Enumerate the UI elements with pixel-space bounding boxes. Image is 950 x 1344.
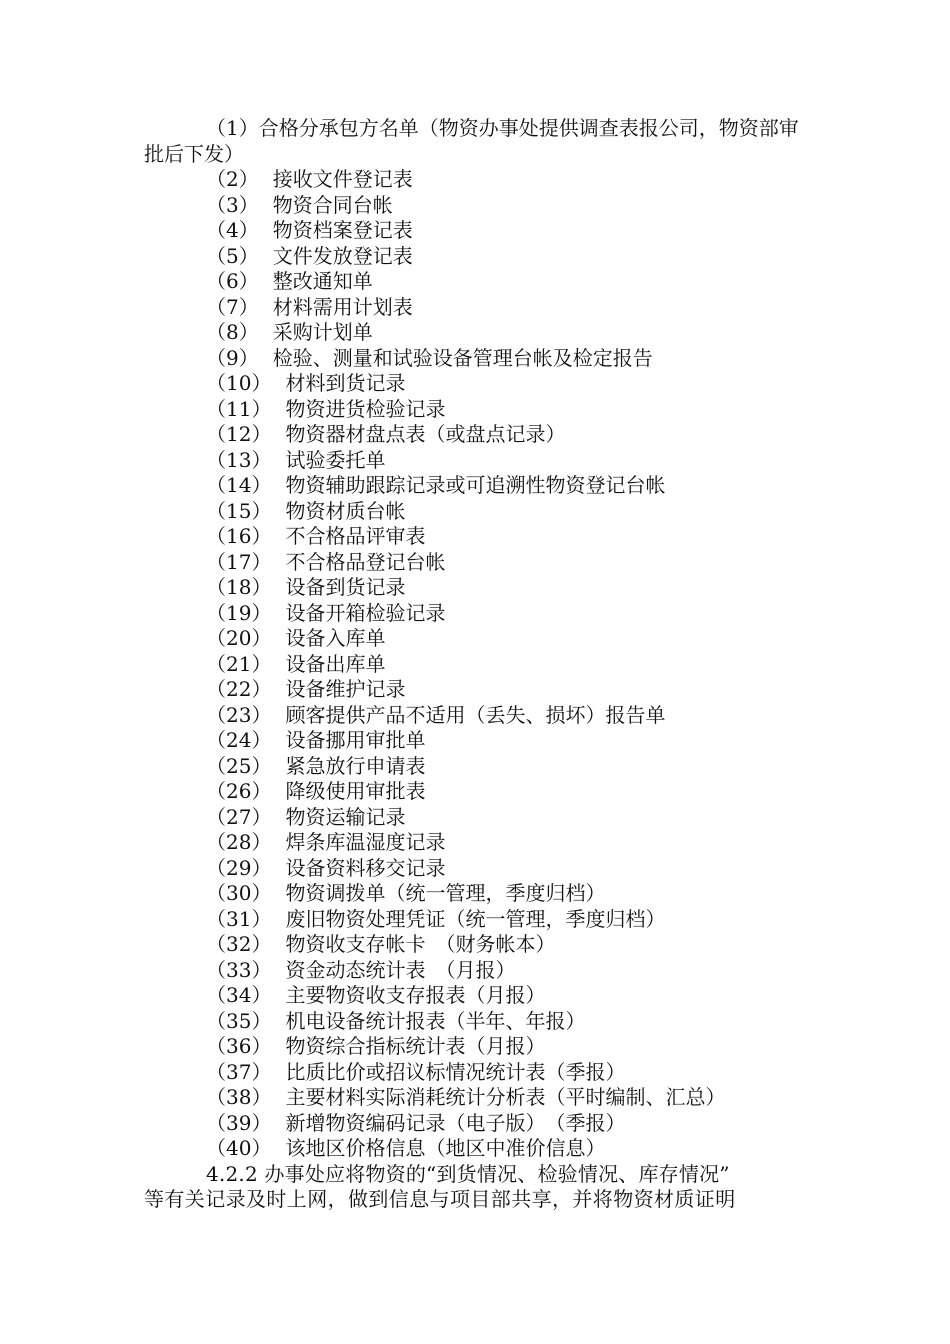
item-number: （29） [206,855,272,880]
item-text: 物资综合指标统计表（月报） [285,1034,546,1058]
list-item [144,703,814,729]
item-text: 物资进货检验记录 [285,396,446,421]
item-text: 设备挪用审批单 [285,728,426,752]
list-item [144,1060,814,1086]
list-item [144,932,814,958]
item-number: （8） [206,320,259,344]
item-number: （20） [206,626,272,650]
item-number: （39） [206,1110,272,1135]
list-item [144,193,814,219]
list-item [144,218,814,244]
item-text: 降级使用审批表 [285,779,426,803]
list-item [144,1009,814,1035]
item-text: 比质比价或招议标情况统计表（季报） [285,1059,626,1084]
item-text: 主要物资收支存报表（月报） [285,983,546,1007]
item-number: （33） [206,957,272,982]
item-text: 材料需用计划表 [272,294,413,319]
item-number: （32） [206,932,272,956]
list-item [144,269,814,295]
list-item [144,346,814,372]
item-text: 合格分承包方名单（物资办事处提供调查表报公司，物资部审批后下发） [144,116,799,166]
item-number: （13） [206,447,272,472]
item-number: （7） [206,294,259,319]
item-number: （40） [206,1136,272,1160]
item-text: 废旧物资处理凭证（统一管理，季度归档） [285,906,666,931]
item-text: 检验、测量和试验设备管理台帐及检定报告 [272,345,653,370]
list-item [144,1111,814,1137]
item-text: 该地区价格信息（地区中准价信息） [285,1136,606,1160]
item-number: （12） [206,422,272,446]
item-text: 物资调拨单（统一管理，季度归档） [285,881,606,905]
list-item [144,575,814,601]
item-text: 设备资料移交记录 [285,855,446,880]
paragraph-line: 4.2.2 办事处应将物资的“到货情况、检验情况、库存情况” [206,1161,730,1186]
list-item [144,958,814,984]
item-number: （17） [206,549,272,574]
item-number: （30） [206,881,272,905]
item-text: 接收文件登记表 [272,167,413,191]
item-number: （14） [206,473,272,497]
list-item [144,499,814,525]
list-item [144,295,814,321]
list-item [144,1085,814,1111]
document-body [144,116,814,1213]
item-number: （2） [206,167,259,191]
item-text: 设备维护记录 [285,677,406,701]
list-item [144,754,814,780]
list-item [144,779,814,805]
item-number: （19） [206,600,272,625]
item-text: 紧急放行申请表 [285,753,426,778]
list-item [144,1136,814,1162]
item-number: （34） [206,983,272,1007]
item-text: 顾客提供产品不适用（丢失、损坏）报告单 [285,702,666,727]
item-number: （16） [206,524,272,548]
item-number: （25） [206,753,272,778]
list-item [144,244,814,270]
item-number: （23） [206,702,272,727]
list-item [144,448,814,474]
list-item [144,983,814,1009]
item-text: 物资材质台帐 [285,498,406,523]
item-number: （10） [206,371,272,395]
item-number: （37） [206,1059,272,1084]
list-item [144,626,814,652]
item-text: 设备入库单 [285,626,386,650]
item-text: 物资辅助跟踪记录或可追溯性物资登记台帐 [285,473,666,497]
list-item [144,397,814,423]
item-number: （35） [206,1008,272,1033]
list-item [144,116,814,167]
paragraph-line: 等有关记录及时上网，做到信息与项目部共享，并将物资材质证明 [144,1187,736,1211]
item-text: 设备出库单 [285,651,386,676]
item-number: （4） [206,218,259,242]
item-text: 物资运输记录 [285,804,406,829]
item-number: （21） [206,651,272,676]
item-text: 物资收支存帐卡 （财务帐本） [285,932,556,956]
item-text: 物资合同台帐 [272,192,393,217]
list-item [144,856,814,882]
item-number: （1） [206,116,259,140]
item-number: （27） [206,804,272,829]
item-text: 设备开箱检验记录 [285,600,446,625]
list-item [144,805,814,831]
item-number: （15） [206,498,272,523]
item-number: （9） [206,345,259,370]
list-item [144,601,814,627]
item-text: 机电设备统计报表（半年、年报） [285,1008,586,1033]
item-text: 不合格品评审表 [285,524,426,548]
item-text: 整改通知单 [272,269,373,293]
item-number: （36） [206,1034,272,1058]
item-text: 试验委托单 [285,447,386,472]
list-item [144,907,814,933]
item-number: （28） [206,830,272,854]
item-number: （38） [206,1085,272,1109]
list-item [144,830,814,856]
list-item [144,371,814,397]
item-text: 新增物资编码记录（电子版） （季报） [285,1110,626,1135]
item-text: 设备到货记录 [285,575,406,599]
item-text: 材料到货记录 [285,371,406,395]
item-number: （18） [206,575,272,599]
item-number: （24） [206,728,272,752]
list-item [144,167,814,193]
list-item [144,728,814,754]
item-text: 物资档案登记表 [272,218,413,242]
item-text: 主要材料实际消耗统计分析表（平时编制、汇总） [285,1085,726,1109]
item-number: （5） [206,243,259,268]
list-item [144,473,814,499]
item-number: （22） [206,677,272,701]
list-item [144,1034,814,1060]
item-number: （11） [206,396,272,421]
list-item [144,320,814,346]
list-item [144,677,814,703]
list-item [144,652,814,678]
item-text: 资金动态统计表 （月报） [285,957,516,982]
item-text: 焊条库温湿度记录 [285,830,446,854]
item-text: 采购计划单 [272,320,373,344]
list-item [144,524,814,550]
item-number: （6） [206,269,259,293]
item-number: （26） [206,779,272,803]
item-text: 物资器材盘点表（或盘点记录） [285,422,566,446]
list-item [144,422,814,448]
item-number: （31） [206,906,272,931]
item-text: 文件发放登记表 [272,243,413,268]
item-text: 不合格品登记台帐 [285,549,446,574]
list-item [144,881,814,907]
list-item [144,550,814,576]
item-number: （3） [206,192,259,217]
